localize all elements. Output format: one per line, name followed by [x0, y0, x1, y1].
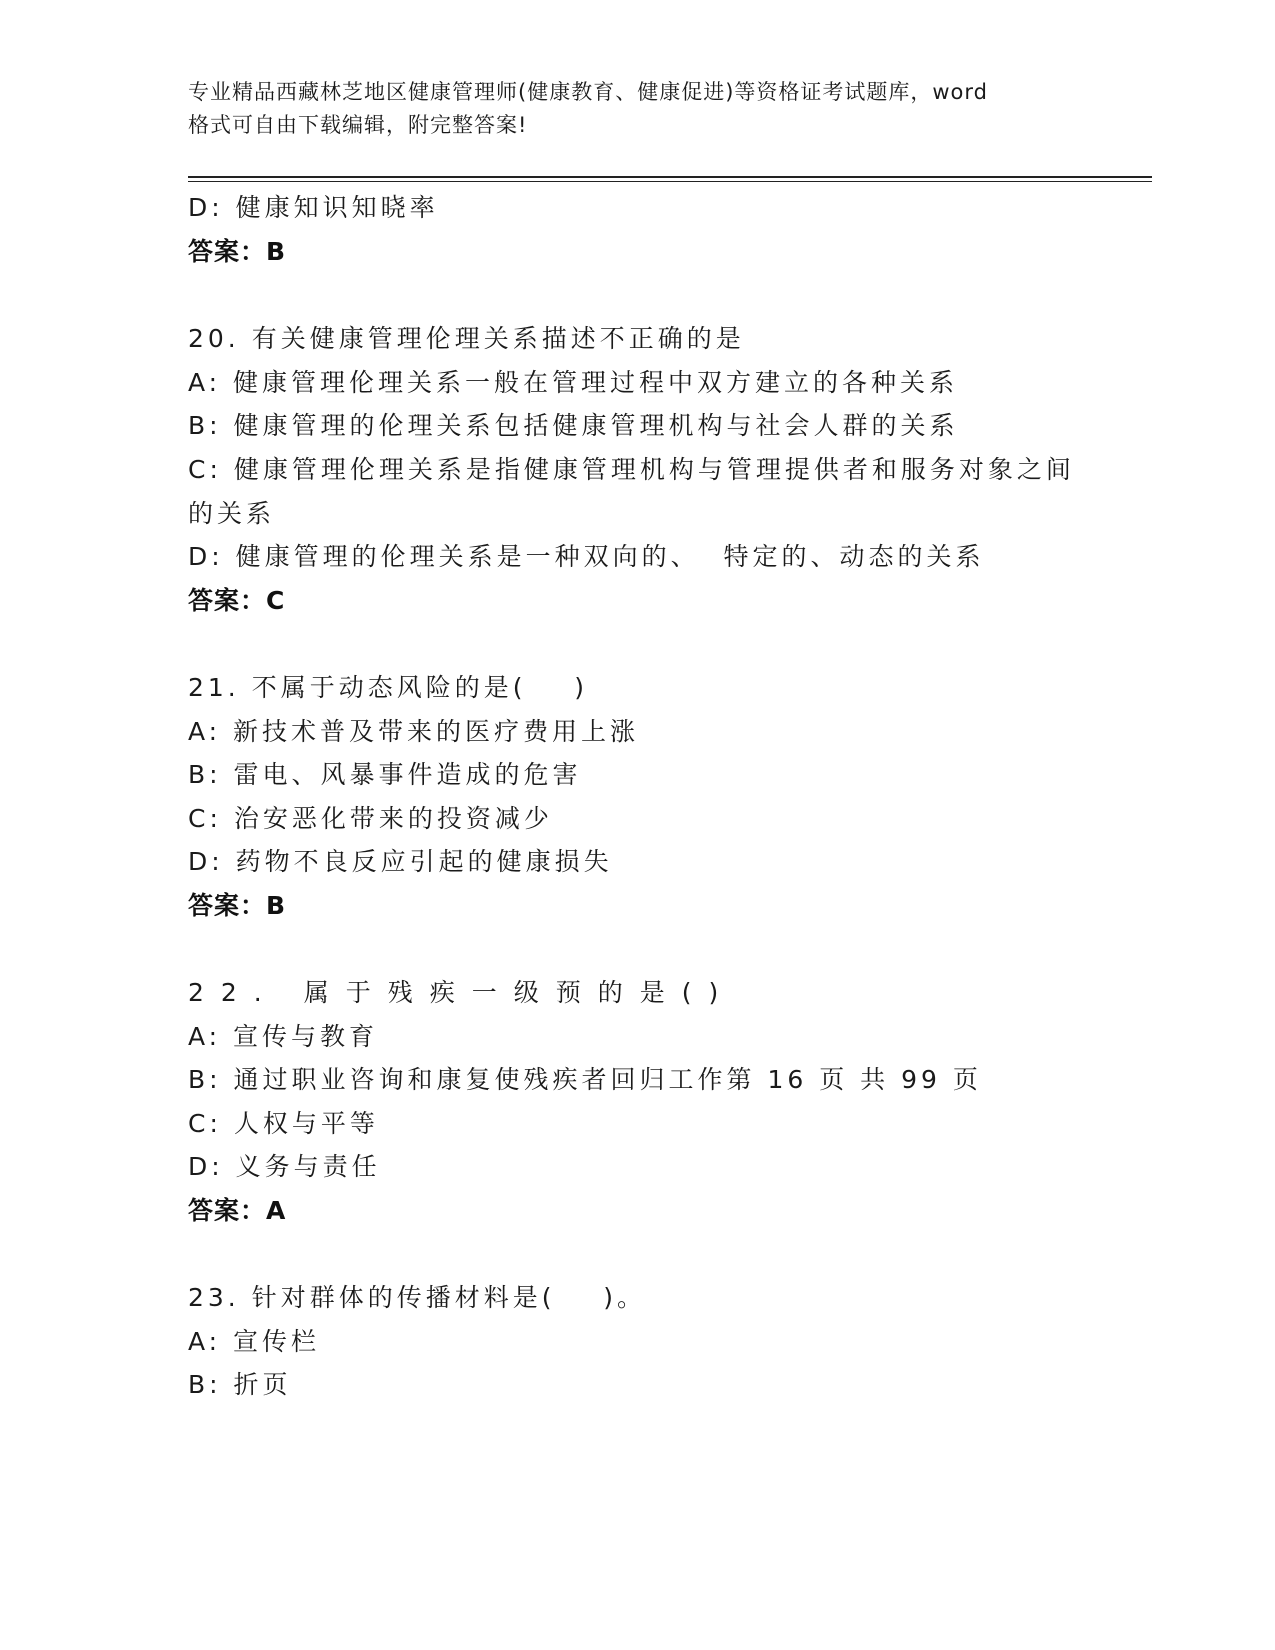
- q22-option-d: D: 义务与责任: [188, 1152, 381, 1181]
- header-rule-thick: [188, 176, 1152, 178]
- q22-answer: 答案：A: [188, 1196, 287, 1225]
- q23-stem: 23. 针对群体的传播材料是( )。: [188, 1283, 647, 1312]
- q22-option-a: A: 宣传与教育: [188, 1022, 379, 1051]
- q20-stem: 20. 有关健康管理伦理关系描述不正确的是: [188, 324, 745, 353]
- page-header: [188, 76, 1088, 142]
- q20-answer: 答案：C: [188, 586, 286, 615]
- q22-option-c: C: 人权与平等: [188, 1109, 379, 1138]
- q21-answer: 答案：B: [188, 891, 287, 920]
- q21-option-d: D: 药物不良反应引起的健康损失: [188, 847, 613, 876]
- q20-option-c-line2: 的关系: [188, 499, 276, 528]
- q23-option-a: A: 宣传栏: [188, 1327, 321, 1356]
- q21-option-c: C: 治安恶化带来的投资减少: [188, 804, 553, 833]
- q19-answer: 答案：B: [188, 237, 287, 266]
- q22-option-b: B: 通过职业咨询和康复使残疾者回归工作第 16 页 共 99 页: [188, 1065, 982, 1094]
- q20-option-c-line1: C: 健康管理伦理关系是指健康管理机构与管理提供者和服务对象之间: [188, 455, 1075, 484]
- q23-option-b: B: 折页: [188, 1370, 292, 1399]
- q20-option-b: B: 健康管理的伦理关系包括健康管理机构与社会人群的关系: [188, 411, 959, 440]
- header-rule-thin: [188, 181, 1152, 182]
- header-line-2: 格式可自由下载编辑，附完整答案!: [188, 113, 528, 137]
- q19-option-d: D: 健康知识知晓率: [188, 193, 439, 222]
- q21-option-a: A: 新技术普及带来的医疗费用上涨: [188, 717, 640, 746]
- q21-option-b: B: 雷电、风暴事件造成的危害: [188, 760, 582, 789]
- header-line-1: 专业精品西藏林芝地区健康管理师(健康教育、健康促进)等资格证考试题库，word: [188, 80, 989, 104]
- q20-option-a: A: 健康管理伦理关系一般在管理过程中双方建立的各种关系: [188, 368, 959, 397]
- q20-option-d: D: 健康管理的伦理关系是一种双向的、 特定的、动态的关系: [188, 542, 985, 571]
- q22-stem: 22. 属于残疾一级预的是(): [188, 978, 736, 1007]
- q21-stem: 21. 不属于动态风险的是( ): [188, 673, 588, 702]
